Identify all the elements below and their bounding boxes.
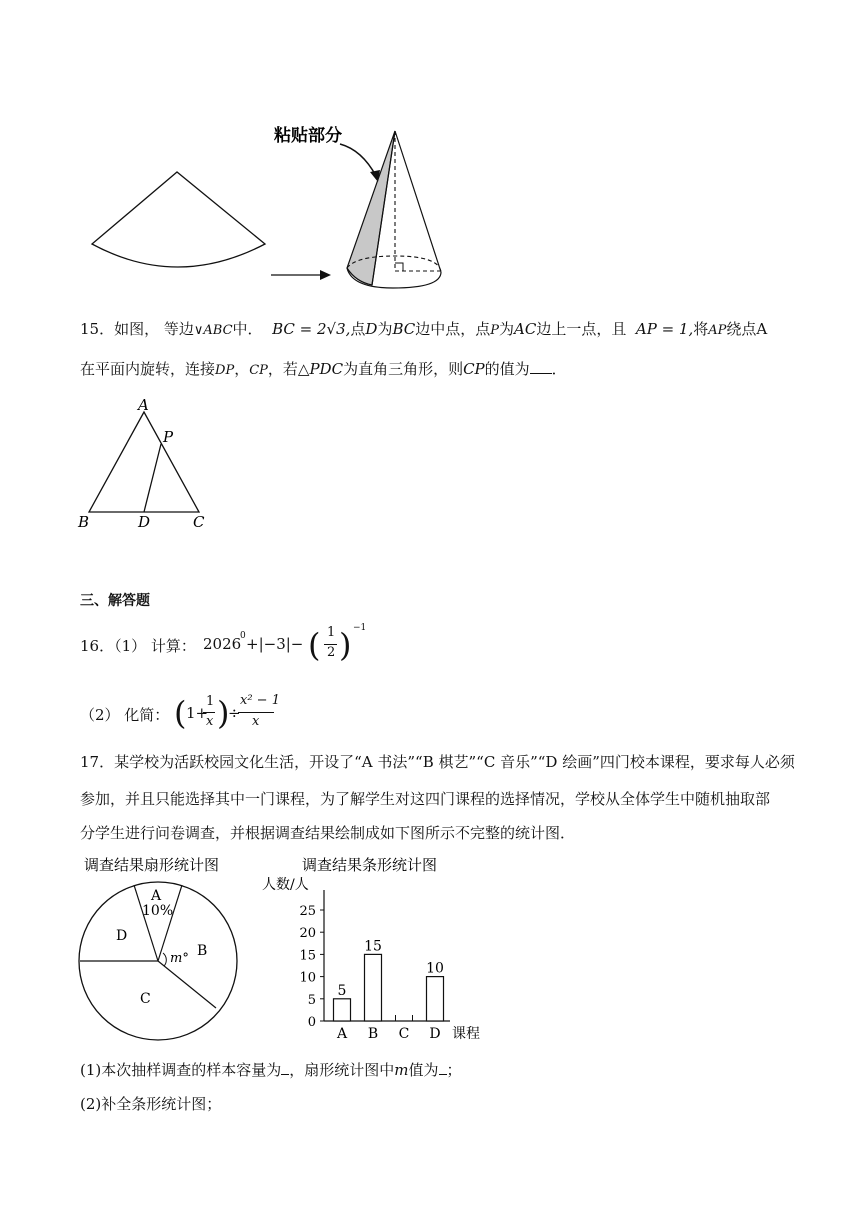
paren-left: (	[308, 626, 321, 664]
label-b: B	[78, 513, 90, 531]
pie-label-c: C	[140, 991, 151, 1007]
paren-left-2: (	[174, 694, 187, 732]
pie-label-a-pct: 10%	[142, 903, 174, 919]
pie-line-a-right	[158, 885, 182, 961]
q17-sub2: (2)补全条形统计图；	[80, 1095, 222, 1113]
glued-part-label: 粘贴部分	[274, 126, 342, 146]
label-c: C	[193, 513, 205, 531]
pie-title: 调查结果扇形统计图	[84, 856, 220, 874]
section-title: 三、解答题	[80, 593, 150, 609]
answer-blank[interactable]	[530, 359, 552, 374]
pie-label-d: D	[116, 928, 128, 944]
q17-sub1: (1)本次抽样调查的样本容量为 ，扇形统计图中m值为 ；	[80, 1061, 462, 1079]
q17-line1: 17．某学校为活跃校园文化生活，开设了“A 书法”“B 棋艺”“C 音乐”“D 绘画”四门校本课程，要求每人必须	[80, 753, 795, 771]
bar-data-label: 10	[426, 960, 444, 977]
answer-blank-2[interactable]	[439, 1060, 447, 1075]
bar-data-label: 15	[364, 938, 382, 955]
y-tick-label: 15	[299, 948, 316, 964]
y-tick-label: 0	[307, 1015, 316, 1030]
bar-data-label: 5	[337, 982, 347, 999]
x-tick-label: B	[367, 1026, 379, 1042]
y-tick-label: 5	[307, 992, 316, 1008]
q17-line2: 参加，并且只能选择其中一门课程，为了解学生对这四门课程的选择情况，学校从全体学生中随机抽取部	[80, 790, 771, 808]
bar-ylabel: 人数/人	[262, 877, 309, 893]
triangle-figure	[74, 392, 214, 532]
triangle-abc	[89, 412, 199, 512]
paren-right-2: )	[217, 694, 230, 732]
q15-line1: 15．如图， 等边∨ABC中． BC = 2√3,点D为BC边中点，点P为AC边上一点，且 AP = 1,将AP绕点A	[80, 320, 768, 338]
pie-label-a: A	[151, 888, 162, 904]
bar-xlabel: 课程	[452, 1026, 480, 1042]
x-tick-label: C	[398, 1026, 410, 1042]
y-tick-label: 25	[299, 904, 316, 919]
bar-d	[427, 977, 444, 1021]
transform-arrow-head	[320, 270, 331, 280]
label-d: D	[138, 513, 151, 531]
x-tick-label: D	[429, 1026, 441, 1042]
y-tick-label: 20	[299, 926, 316, 942]
pie-label-m: m°	[170, 951, 189, 966]
bar-chart	[260, 855, 490, 1045]
label-a: A	[138, 396, 149, 414]
q17-line3: 分学生进行问卷调查，并根据调查结果绘制成如下图所示不完整的统计图．	[80, 824, 576, 842]
x-tick-label: A	[336, 1026, 348, 1042]
angle-arc-m	[163, 953, 166, 966]
y-tick-label: 10	[299, 970, 316, 986]
pie-line-bc	[158, 961, 216, 1008]
pie-chart	[75, 855, 250, 1045]
right-angle-mark	[395, 263, 403, 271]
label-pointer-arrow	[340, 144, 376, 176]
bar-a	[334, 999, 351, 1021]
sector-shape	[92, 172, 265, 267]
cone-side-right	[395, 131, 441, 272]
paren-right: )	[339, 626, 352, 664]
pie-label-b: B	[197, 943, 208, 959]
q15-line2: 在平面内旋转，连接DP，CP，若△PDC为直角三角形，则CP的值为 ．	[80, 360, 567, 378]
frac-bar-2	[238, 712, 274, 713]
frac-bar-1	[203, 712, 215, 713]
bar-b	[365, 954, 382, 1021]
cone-net-figure	[80, 118, 480, 298]
label-p: P	[163, 428, 174, 446]
bar-title: 调查结果条形统计图	[302, 856, 438, 874]
segment-dp	[144, 444, 161, 512]
